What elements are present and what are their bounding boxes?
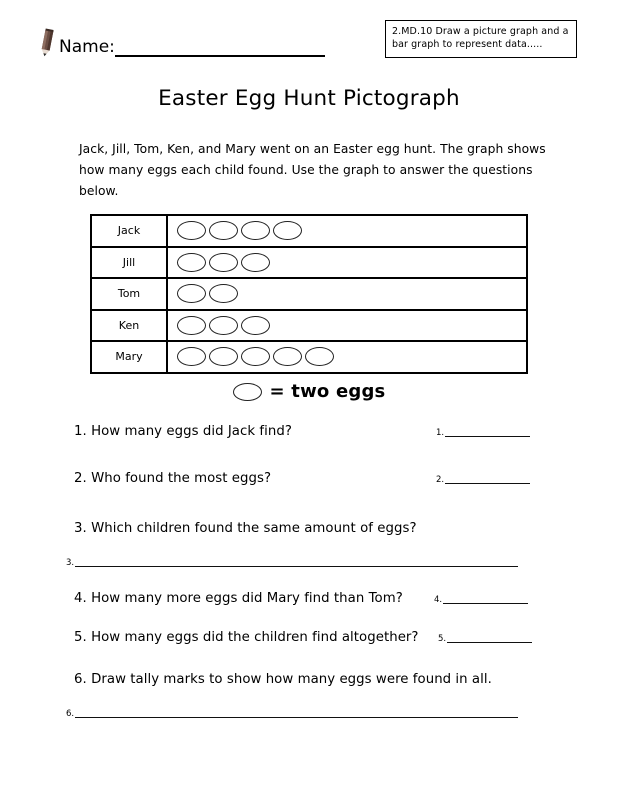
pictograph-row-symbols [168,342,526,372]
egg-oval-icon [273,221,302,240]
answer-line[interactable] [447,633,532,643]
egg-oval-icon [209,284,238,303]
pictograph-table [90,214,528,374]
egg-oval-icon [209,347,238,366]
question-text: 3. Which children found the same amount of eggs? [74,521,417,536]
pictograph-row [92,216,526,248]
egg-oval-icon [241,347,270,366]
egg-oval-icon [209,316,238,335]
answer-line[interactable] [443,594,528,604]
answer-number-label: 1. [436,428,445,438]
egg-oval-icon [273,347,302,366]
answer-blank[interactable] [438,633,532,643]
name-label: Name: [59,37,115,57]
pictograph-row-symbols [168,248,526,278]
question-block [0,672,618,687]
name-input-blank[interactable] [115,38,325,57]
egg-oval-icon [209,253,238,272]
answer-number-label: 3. [66,558,75,568]
page-title: Easter Egg Hunt Pictograph [158,86,460,111]
pictograph-row-label: Mary [92,342,168,372]
pictograph-row-symbols [168,279,526,309]
answer-number-label: 5. [438,634,447,644]
pictograph-row [92,311,526,343]
pencil-icon [36,28,58,58]
pictograph-row [92,342,526,374]
answer-blank[interactable] [436,427,530,437]
name-row [36,28,325,58]
egg-oval-icon [177,284,206,303]
egg-oval-icon [177,253,206,272]
egg-oval-icon [177,221,206,240]
standard-text: 2.MD.10 Draw a picture graph and a bar graph to represent data..... [392,26,569,50]
pictograph-row-label: Ken [92,311,168,341]
egg-oval-icon [177,316,206,335]
egg-oval-icon [241,221,270,240]
pictograph-legend [0,381,618,402]
answer-blank[interactable] [436,474,530,484]
question-text: 1. How many eggs did Jack find? [74,424,292,439]
question-block [0,521,618,536]
answer-blank[interactable] [434,594,528,604]
legend-label: = two eggs [269,381,386,402]
pictograph-row [92,248,526,280]
question-text: 5. How many eggs did the children find altogether? [74,630,419,645]
egg-oval-icon [305,347,334,366]
pictograph-row [92,279,526,311]
answer-number-label: 2. [436,475,445,485]
intro-paragraph: Jack, Jill, Tom, Ken, and Mary went on an Easter egg hunt. The graph shows how many eggs each child found. Use the graph to answer the questions below. [79,142,546,198]
answer-line[interactable] [75,708,518,718]
egg-oval-icon [177,347,206,366]
egg-oval-icon [233,383,262,401]
egg-oval-icon [241,253,270,272]
question-text: 6. Draw tally marks to show how many eggs were found in all. [74,672,492,687]
answer-line[interactable] [75,557,518,567]
answer-blank[interactable] [66,708,518,718]
pictograph-row-symbols [168,216,526,246]
pictograph-row-label: Jack [92,216,168,246]
answer-number-label: 6. [66,709,75,719]
answer-number-label: 4. [434,595,443,605]
answer-line[interactable] [445,474,530,484]
pictograph-row-label: Tom [92,279,168,309]
pictograph-row-label: Jill [92,248,168,278]
pictograph-row-symbols [168,311,526,341]
answer-blank[interactable] [66,557,518,567]
question-text: 2. Who found the most eggs? [74,471,272,486]
standard-reference-box [385,20,577,58]
egg-oval-icon [241,316,270,335]
egg-oval-icon [209,221,238,240]
question-text: 4. How many more eggs did Mary find than Tom? [74,591,403,606]
answer-line[interactable] [445,427,530,437]
